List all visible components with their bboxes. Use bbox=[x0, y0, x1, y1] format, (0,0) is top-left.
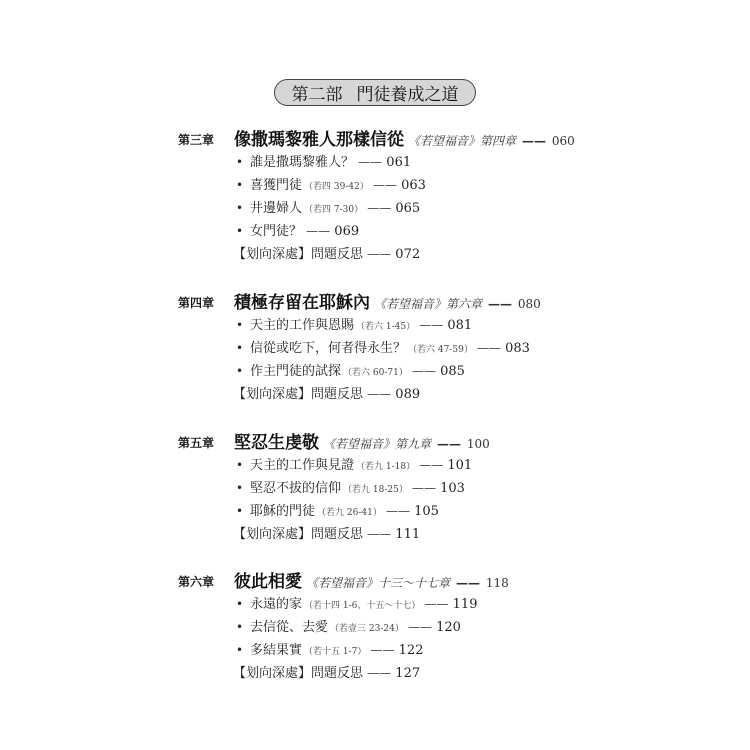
item-page: 105 bbox=[414, 504, 439, 519]
item-reference: （若九 18-25） bbox=[343, 485, 408, 495]
list-item: • 井邊婦人 （若四 7-30） —— 065 bbox=[236, 197, 598, 220]
list-item: • 信從或吃下，何者得永生？ （若六 47-59） —— 083 bbox=[236, 337, 598, 360]
leader-line: —— bbox=[455, 576, 480, 590]
list-item: • 耶穌的門徒 （若九 26-41） —— 105 bbox=[236, 500, 598, 523]
section-list bbox=[233, 593, 598, 685]
item-reference: （若四 39-42） bbox=[304, 182, 369, 192]
chapter-title: 堅忍生虔敬 bbox=[234, 433, 319, 453]
chapter-heading bbox=[178, 288, 598, 314]
item-page: 119 bbox=[452, 597, 478, 612]
chapter-4 bbox=[178, 288, 598, 406]
bullet-icon: • bbox=[236, 364, 244, 378]
chapter-label: 第三章 bbox=[178, 133, 215, 147]
item-title: 永遠的家 bbox=[250, 597, 303, 612]
item-title: 天主的工作與見證 bbox=[250, 458, 355, 473]
bullet-icon: • bbox=[236, 341, 244, 355]
chapter-title: 積極存留在耶穌內 bbox=[234, 293, 370, 313]
item-title: 誰是撒瑪黎雅人？ bbox=[250, 155, 355, 170]
reflection-item: 【划向深處】問題反思 —— 111 bbox=[233, 527, 421, 542]
section-list bbox=[233, 314, 598, 406]
list-item: • 多結果實 （若十五 1-7） —— 122 bbox=[236, 639, 598, 662]
item-title: 女門徒？ bbox=[250, 224, 303, 239]
chapter-page: 060 bbox=[551, 134, 575, 148]
reflection-page: 072 bbox=[395, 247, 421, 262]
chapter-page: 080 bbox=[517, 297, 541, 311]
bullet-icon: • bbox=[236, 318, 244, 332]
chapter-title: 彼此相愛 bbox=[234, 572, 302, 592]
list-item: • 喜獲門徒 （若四 39-42） —— 063 bbox=[236, 174, 598, 197]
chapter-label: 第五章 bbox=[178, 436, 215, 450]
bullet-icon: • bbox=[236, 620, 244, 634]
chapter-6 bbox=[178, 567, 598, 685]
bullet-icon: • bbox=[236, 597, 244, 611]
part-title: 門徒養成之道 bbox=[356, 85, 459, 105]
item-reference: （若六 1-45） bbox=[356, 322, 416, 332]
bullet-icon: • bbox=[236, 643, 244, 657]
section-list bbox=[233, 151, 598, 266]
leader-line: —— bbox=[487, 297, 512, 311]
item-page: 103 bbox=[440, 481, 465, 496]
list-item: • 女門徒？ —— 069 bbox=[236, 220, 598, 243]
list-item: • 作主門徒的試探 （若六 60-71） —— 085 bbox=[236, 360, 598, 383]
chapter-heading bbox=[178, 567, 598, 593]
bullet-icon: • bbox=[236, 458, 244, 472]
item-title: 喜獲門徒 bbox=[250, 178, 303, 193]
reflection-page: 089 bbox=[395, 387, 421, 402]
item-reference: （若四 7-30） bbox=[304, 205, 364, 215]
item-page: 101 bbox=[447, 458, 473, 473]
bullet-icon: • bbox=[236, 201, 244, 215]
reflection-page: 111 bbox=[395, 527, 421, 542]
item-page: 081 bbox=[447, 318, 473, 333]
reflection-title: 【划向深處】問題反思 bbox=[233, 387, 364, 402]
chapter-title: 像撒瑪黎雅人那樣信從 bbox=[234, 130, 404, 150]
item-title: 天主的工作與恩賜 bbox=[250, 318, 355, 333]
bullet-icon: • bbox=[236, 481, 244, 495]
chapter-reference: 《若望福音》第四章 bbox=[408, 134, 517, 148]
chapter-page: 100 bbox=[466, 437, 490, 451]
item-reference: （若九 1-18） bbox=[356, 462, 416, 472]
chapter-reference: 《若望福音》第六章 bbox=[374, 297, 483, 311]
bullet-icon: • bbox=[236, 504, 244, 518]
chapter-heading bbox=[178, 428, 598, 454]
item-title: 堅忍不拔的信仰 bbox=[250, 481, 342, 496]
item-page: 063 bbox=[401, 178, 426, 193]
item-reference: （若十五 1-7） bbox=[304, 647, 367, 657]
bullet-icon: • bbox=[236, 224, 244, 238]
list-item: • 去信從、去愛 （若壹三 23-24） —— 120 bbox=[236, 616, 598, 639]
item-reference: （若九 26-41） bbox=[317, 508, 382, 518]
reflection-item: 【划向深處】問題反思 —— 127 bbox=[233, 666, 421, 681]
section-list bbox=[233, 454, 598, 546]
reflection-title: 【划向深處】問題反思 bbox=[233, 527, 364, 542]
item-page: 120 bbox=[436, 620, 461, 635]
chapter-3 bbox=[178, 125, 598, 266]
chapter-5 bbox=[178, 428, 598, 546]
list-item: • 誰是撒瑪黎雅人？ —— 061 bbox=[236, 151, 598, 174]
item-title: 去信從、去愛 bbox=[250, 620, 329, 635]
chapter-label: 第四章 bbox=[178, 296, 215, 310]
item-title: 信從或吃下，何者得永生？ bbox=[250, 341, 407, 356]
item-reference: （若六 47-59） bbox=[408, 345, 473, 355]
reflection-page: 127 bbox=[395, 666, 421, 681]
reflection-item: 【划向深處】問題反思 —— 072 bbox=[233, 247, 421, 262]
item-page: 085 bbox=[440, 364, 465, 379]
item-reference: （若十四 1-6、十五～十七） bbox=[304, 601, 421, 611]
leader-line: —— bbox=[521, 134, 546, 148]
chapter-label: 第六章 bbox=[178, 575, 215, 589]
list-item: • 天主的工作與恩賜 （若六 1-45） —— 081 bbox=[236, 314, 598, 337]
item-reference: （若六 60-71） bbox=[343, 368, 408, 378]
part-banner bbox=[274, 79, 476, 106]
item-page: 061 bbox=[386, 155, 412, 170]
reflection-item: 【划向深處】問題反思 —— 089 bbox=[233, 387, 421, 402]
leader-line: —— bbox=[436, 437, 461, 451]
chapter-reference: 《若望福音》十三～十七章 bbox=[306, 576, 451, 590]
reflection-title: 【划向深處】問題反思 bbox=[233, 666, 364, 681]
item-page: 069 bbox=[334, 224, 360, 239]
bullet-icon: • bbox=[236, 178, 244, 192]
chapter-page: 118 bbox=[485, 576, 509, 590]
list-item: • 永遠的家 （若十四 1-6、十五～十七） —— 119 bbox=[236, 593, 598, 616]
chapter-reference: 《若望福音》第九章 bbox=[323, 437, 432, 451]
list-item: • 天主的工作與見證 （若九 1-18） —— 101 bbox=[236, 454, 598, 477]
list-item: • 堅忍不拔的信仰 （若九 18-25） —— 103 bbox=[236, 477, 598, 500]
reflection-title: 【划向深處】問題反思 bbox=[233, 247, 364, 262]
item-title: 作主門徒的試探 bbox=[250, 364, 342, 379]
item-page: 065 bbox=[395, 201, 421, 216]
item-reference: （若壹三 23-24） bbox=[330, 624, 404, 634]
part-label: 第二部 bbox=[291, 85, 343, 105]
bullet-icon: • bbox=[236, 155, 244, 169]
chapter-heading bbox=[178, 125, 598, 151]
item-page: 083 bbox=[505, 341, 530, 356]
item-page: 122 bbox=[398, 643, 424, 658]
item-title: 多結果實 bbox=[250, 643, 303, 658]
item-title: 耶穌的門徒 bbox=[250, 504, 316, 519]
item-title: 井邊婦人 bbox=[250, 201, 303, 216]
